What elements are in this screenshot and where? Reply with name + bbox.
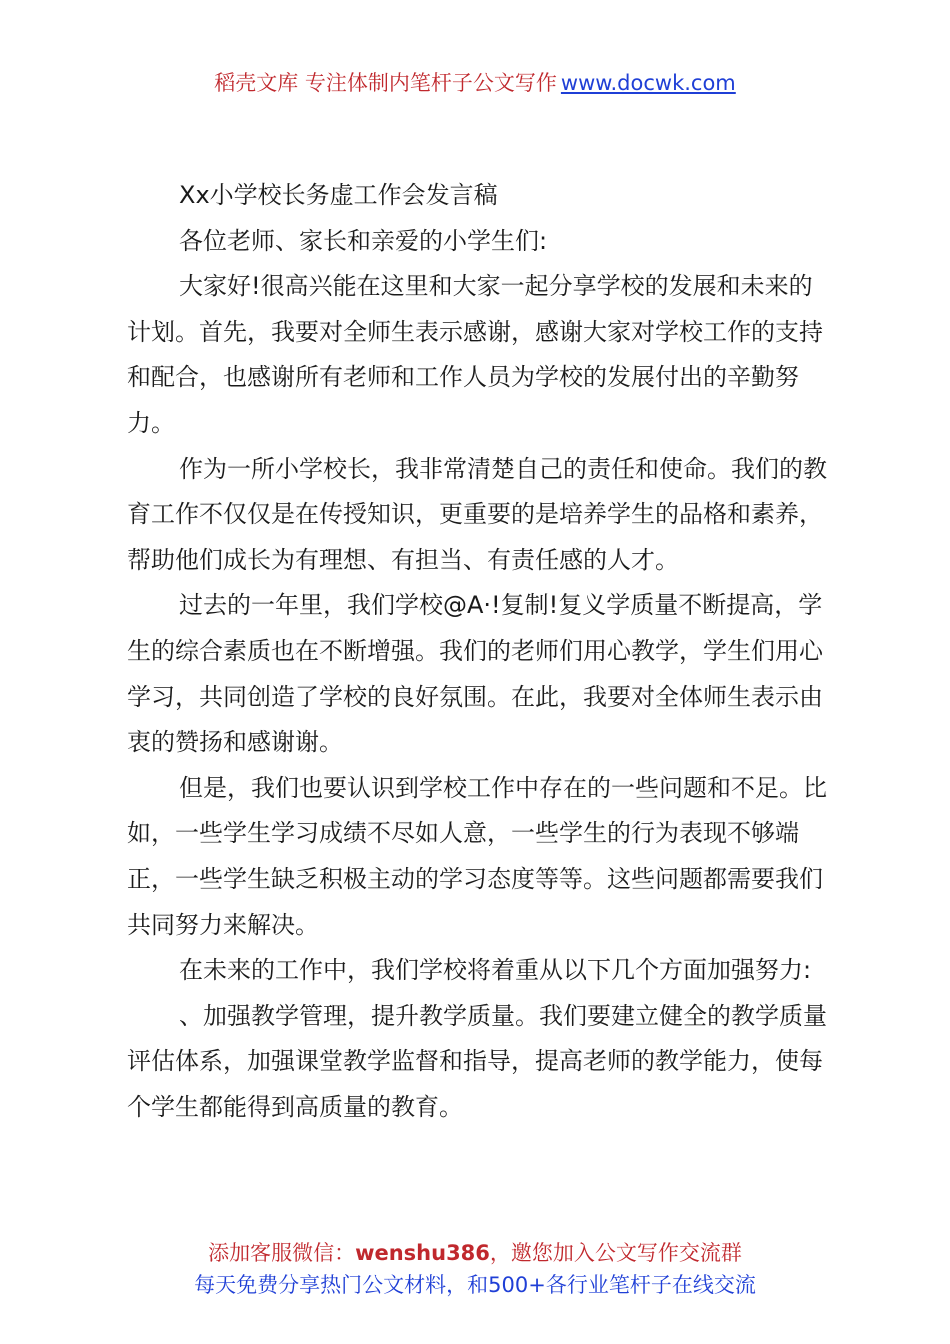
footer-promo-line: 每天免费分享热门公文材料，和500+各行业笔杆子在线交流 (194, 1273, 756, 1297)
footer-prefix: 添加客服微信： (208, 1241, 356, 1265)
paragraph-3: 过去的一年里，我们学校@A·!复制!复义学质量不断提高，学生的综合素质也在不断增强。我们的老师们用心教学，学生们用心学习，共同创造了学校的良好氛围。在此，我要对全体师生表示由衷的赞扬和感谢谢。 (127, 591, 823, 757)
site-link[interactable]: www.docwk.com (560, 71, 736, 95)
header-text: 稻壳文库 专注体制内笔杆子公文写作 (214, 71, 557, 95)
document-title: Xx小学校长务虚工作会发言稿 (179, 181, 498, 209)
page-header (0, 68, 950, 98)
footer-suffix: ，邀您加入公文写作交流群 (489, 1241, 742, 1265)
paragraph-6: 、加强教学管理，提升教学质量。我们要建立健全的教学质量评估体系，加强课堂教学监督和指导，提高老师的教学能力，使每个学生都能得到高质量的教育。 (127, 1001, 827, 1121)
paragraph-1: 大家好!很高兴能在这里和大家一起分享学校的发展和未来的计划。首先，我要对全师生表示感谢，感谢大家对学校工作的支持和配合，也感谢所有老师和工作人员为学校的发展付出的辛勤努力。 (127, 272, 823, 437)
footer-contact-line (0, 1237, 950, 1269)
page-footer (0, 1237, 950, 1301)
paragraph-5: 在未来的工作中，我们学校将着重从以下几个方面加强努力: (179, 956, 812, 985)
document-body (127, 173, 831, 1130)
paragraph-4: 但是，我们也要认识到学校工作中存在的一些问题和不足。比如，一些学生学习成绩不尽如人意，一些学生的行为表现不够端正，一些学生缺乏积极主动的学习态度等等。这些问题都需要我们共同努力来解决。 (127, 773, 827, 939)
paragraph-2: 作为一所小学校长，我非常清楚自己的责任和使命。我们的教育工作不仅仅是在传授知识，更重要的是培养学生的品格和素养，帮助他们成长为有理想、有担当、有责任感的人才。 (127, 454, 827, 574)
wechat-id: wenshu386 (355, 1241, 490, 1265)
salutation: 各位老师、家长和亲爱的小学生们: (179, 226, 548, 255)
